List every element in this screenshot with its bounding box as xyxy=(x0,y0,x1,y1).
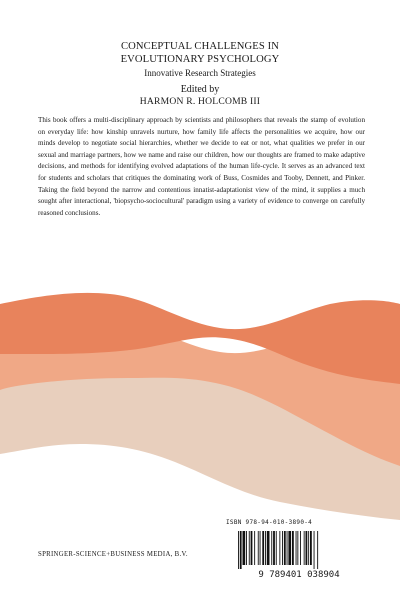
barcode-bar xyxy=(317,531,318,569)
barcode-bar xyxy=(297,531,298,565)
barcode-bar xyxy=(282,531,283,565)
barcode-bar xyxy=(279,531,280,565)
barcode-bar xyxy=(273,531,275,565)
barcode-bar xyxy=(292,531,294,565)
book-title-line-1: CONCEPTUAL CHALLENGES IN xyxy=(121,41,279,52)
barcode-digits: 9 789401 038904 xyxy=(258,570,340,579)
barcode-image xyxy=(224,529,374,579)
book-description: This book offers a multi-disciplinary approach by scientists and philosophers that reveals the stamp of evolution on everyday life: how kinship unravels nurture, how family life affects the personalities we acquire, how our minds develop to negotiate social hierarchies, whether we decide to eat or not, what qualities we prefer in our sexual and marriage partners, how we name and raise our children, how our thoughts are framed to make adaptive decisions, and methods for identifying evolved adaptations of the human life-cycle. It serves as an advanced text for students and scholars that critiques the dominating work of Buss, Cosmides and Tooby, Dennett, and Pinker. Taking the field beyond the narrow and contentious innatist-adaptationist view of the mind, it supplies a much sought after interactional, 'biopsycho-sociocultural' paradigm using a variety of evidence to converge on carefully reasoned conclusions. xyxy=(38,116,365,217)
barcode-bar xyxy=(287,531,288,565)
decorative-waves xyxy=(0,280,400,520)
barcode-bar xyxy=(238,531,239,569)
barcode-bar xyxy=(243,531,246,565)
barcode-bar xyxy=(310,531,312,565)
barcode-block xyxy=(224,519,374,579)
barcode-bar xyxy=(296,531,297,565)
barcode-bar xyxy=(314,531,315,569)
editor-name: HARMON R. HOLCOMB III xyxy=(139,96,261,107)
book-subtitle: Innovative Research Strategies xyxy=(144,68,256,78)
barcode-bar xyxy=(258,531,259,565)
edited-by-label: Edited by xyxy=(180,84,220,95)
barcode-bar xyxy=(246,531,247,565)
barcode-bar xyxy=(265,531,266,565)
title-block xyxy=(0,40,400,79)
barcode-bar xyxy=(306,531,308,565)
barcode-bar xyxy=(288,531,291,565)
barcode-bar xyxy=(271,531,272,565)
publisher-name: SPRINGER-SCIENCE+BUSINESS MEDIA, B.V. xyxy=(38,551,188,558)
barcode-bar xyxy=(262,531,264,565)
barcode-bar xyxy=(249,531,250,565)
barcode-bar xyxy=(308,531,309,565)
barcode-bar xyxy=(240,531,242,569)
barcode-bar xyxy=(284,531,286,565)
barcode-bar xyxy=(260,531,261,565)
isbn-number: ISBN 978-94-010-3890-4 xyxy=(226,519,313,526)
barcode-bar xyxy=(304,531,305,565)
barcode-bar xyxy=(267,531,270,565)
barcode-bar xyxy=(276,531,277,565)
book-title-line-2: EVOLUTIONARY PSYCHOLOGY xyxy=(120,54,280,65)
barcode-bar xyxy=(300,531,301,565)
barcode-bar xyxy=(251,531,253,565)
barcode-bar xyxy=(254,531,255,565)
editor-block xyxy=(0,84,400,108)
